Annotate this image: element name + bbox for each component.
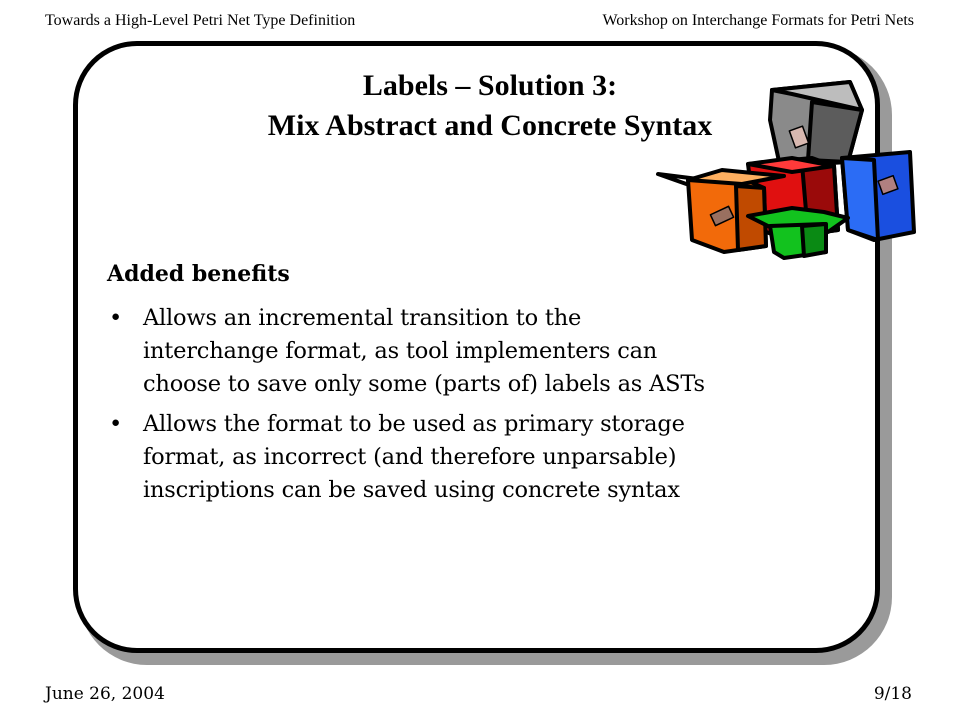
bullet-1-line-2: interchange format, as tool implementers can [143, 338, 658, 364]
bullet-1-line-1: Allows an incremental transition to the [143, 305, 582, 331]
bullet-2-line-3: inscriptions can be saved using concrete syntax [143, 477, 680, 503]
bullet-1-line-3: choose to save only some (parts of) labels as ASTs [143, 371, 705, 397]
benefits-list [107, 302, 867, 507]
stacked-boxes-icon [652, 80, 920, 262]
bullet-2-line-1: Allows the format to be used as primary storage [143, 411, 685, 437]
header-right-title: Workshop on Interchange Formats for Petri Nets [602, 12, 914, 29]
bullet-marker: • [109, 305, 123, 331]
footer-date: June 26, 2004 [45, 684, 165, 704]
slide-content [107, 258, 867, 514]
list-item [107, 408, 867, 507]
page-number: 9/18 [873, 684, 912, 704]
slide-title-line-1: Labels – Solution 3: [362, 69, 618, 102]
header-left-title: Towards a High-Level Petri Net Type Definition [45, 12, 356, 29]
slide-title-line-2: Mix Abstract and Concrete Syntax [267, 109, 713, 142]
bullet-marker: • [109, 411, 123, 437]
benefits-subheading: Added benefits [107, 261, 290, 287]
bullet-2-line-2: format, as incorrect (and therefore unparsable) [143, 444, 677, 470]
list-item [107, 302, 867, 401]
